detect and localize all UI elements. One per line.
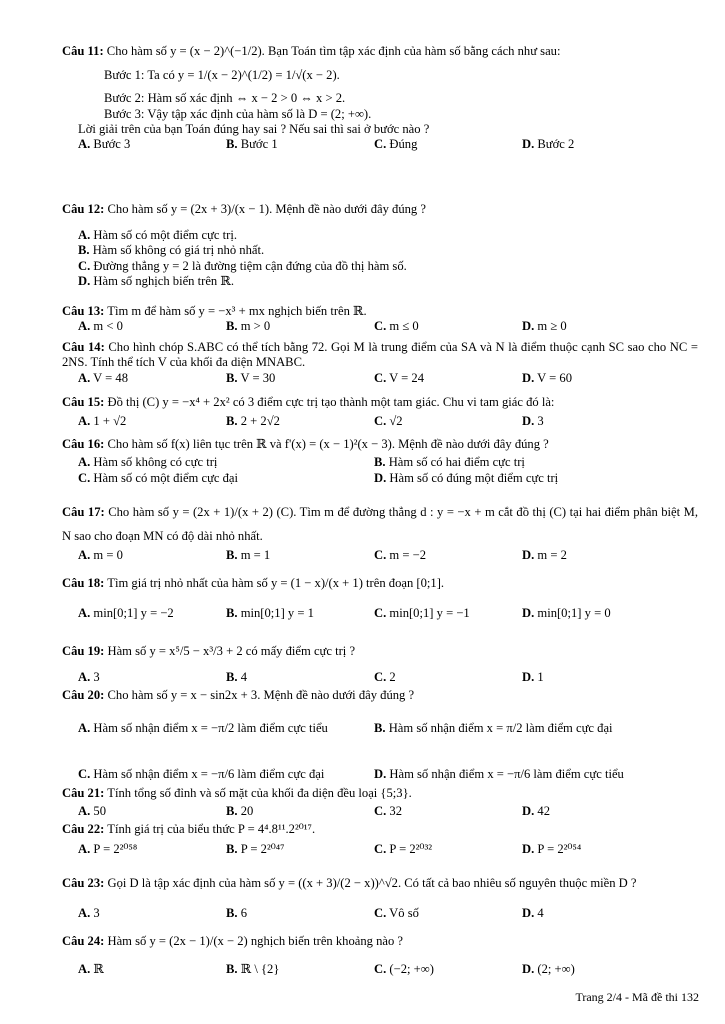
question-21 (62, 786, 698, 820)
option-d[interactable]: D. P = 2²⁰⁵⁴ (522, 842, 582, 857)
option-letter: B. (374, 721, 386, 736)
option-letter: A. (78, 414, 91, 429)
answer-options (62, 371, 698, 386)
option-letter: D. (522, 137, 535, 152)
question-label: Câu 12: (62, 202, 105, 216)
question-label: Câu 20: (62, 688, 105, 702)
question-stem: Hàm số y = x⁵/5 − x³/3 + 2 có mấy điểm cực trị ? (107, 644, 356, 658)
option-letter: D. (522, 548, 535, 562)
question-label: Câu 15: (62, 395, 105, 409)
question-stem: Cho hàm số y = (2x + 3)/(x − 1). Mệnh đề nào dưới đây đúng ? (107, 202, 426, 216)
option-b[interactable]: B. 2 + 2√2 (226, 414, 280, 429)
option-c[interactable]: C. min[0;1] y = −1 (374, 606, 470, 620)
option-letter: B. (226, 606, 238, 620)
option-b[interactable]: B. Hàm số có hai điểm cực trị (374, 455, 525, 470)
option-d[interactable]: D. 4 (522, 906, 544, 920)
answer-options (62, 962, 698, 977)
question-16 (62, 437, 698, 486)
option-c[interactable]: C. V = 24 (374, 370, 425, 385)
option-d[interactable]: D. (2; +∞) (522, 962, 575, 976)
option-letter: A. (78, 804, 91, 819)
option-b[interactable]: B. V = 30 (226, 370, 276, 385)
question-stem: Tính tổng số đỉnh và số mặt của khối đa diện đều loại {5;3}. (107, 786, 412, 800)
option-b[interactable]: B. m > 0 (226, 319, 271, 334)
option-c[interactable]: C. m ≤ 0 (374, 319, 419, 334)
question-17 (62, 500, 698, 563)
option-letter: C. (374, 842, 387, 857)
question-stem: Cho hình chóp S.ABC có thể tích bằng 72. Gọi M là trung điểm của SA và N là điểm thuộc cạnh SC sao cho NC = 2NS. Tính thể tích V của khối đa diện MNABC. (62, 340, 698, 370)
option-letter: C. (374, 906, 387, 920)
option-c[interactable]: C. m = −2 (374, 548, 426, 562)
question-22 (62, 822, 698, 858)
question-24 (62, 930, 698, 977)
question-label: Câu 19: (62, 644, 105, 658)
question-12 (62, 196, 698, 289)
answer-options (62, 842, 698, 857)
option-d[interactable]: D. m ≥ 0 (522, 319, 567, 334)
question-stem: Cho hàm số y = (x − 2)^(−1/2). Bạn Toán tìm tập xác định của hàm số bằng cách như sau: (106, 44, 561, 58)
question-13 (62, 304, 698, 335)
option-letter: A. (78, 455, 91, 470)
option-letter: D. (522, 606, 535, 620)
question-prompt: Lời giải trên của bạn Toán đúng hay sai ? Nếu sai thì sai ở bước nào ? (78, 122, 430, 137)
option-letter: C. (374, 370, 387, 385)
option-letter: A. (78, 606, 91, 620)
option-a[interactable]: A. m = 0 (78, 548, 123, 562)
question-stem: Đồ thị (C) y = −x⁴ + 2x² có 3 điểm cực trị tạo thành một tam giác. Chu vi tam giác đó là: (107, 395, 555, 409)
option-a[interactable]: A. min[0;1] y = −2 (78, 606, 174, 620)
option-letter: D. (522, 414, 535, 429)
option-letter: C. (78, 766, 91, 781)
answer-options (62, 414, 698, 429)
option-b[interactable]: B. P = 2²⁰⁴⁷ (226, 842, 285, 857)
option-letter: D. (522, 906, 535, 920)
option-c[interactable]: C. (−2; +∞) (374, 962, 434, 976)
option-b[interactable]: B. Bước 1 (226, 137, 278, 152)
option-a[interactable]: A. 1 + √2 (78, 414, 127, 429)
answer-options (62, 906, 698, 921)
question-15 (62, 395, 698, 430)
option-letter: A. (78, 548, 91, 562)
option-letter: D. (78, 274, 91, 289)
option-c[interactable]: C. 2 (374, 670, 396, 684)
option-c[interactable]: C. √2 (374, 414, 403, 429)
question-23 (62, 870, 698, 921)
option-b[interactable]: B. ℝ \ {2} (226, 962, 280, 976)
option-c[interactable]: C. Đúng (374, 137, 418, 152)
option-letter: C. (374, 319, 387, 334)
answer-options-row2 (62, 471, 698, 486)
answer-options (62, 606, 698, 621)
option-letter: A. (78, 137, 91, 152)
option-d[interactable]: D. Bước 2 (522, 137, 575, 152)
option-d[interactable]: D. V = 60 (522, 370, 573, 385)
option-letter: C. (374, 670, 387, 684)
option-d[interactable]: D. min[0;1] y = 0 (522, 606, 611, 620)
option-c[interactable]: C. Vô số (374, 906, 419, 920)
option-a[interactable]: A. Bước 3 (78, 137, 131, 152)
option-letter: D. (522, 370, 535, 385)
option-letter: B. (226, 842, 238, 857)
question-label: Câu 14: (62, 340, 105, 354)
option-letter: A. (78, 962, 91, 976)
option-letter: A. (78, 370, 91, 385)
option-letter: C. (374, 962, 387, 976)
option-b[interactable]: B. m = 1 (226, 548, 271, 562)
option-a[interactable]: A. 3 (78, 670, 100, 684)
option-c[interactable]: C. Hàm số nhận điểm x = −π/6 làm điểm cực đại (78, 766, 325, 781)
solution-step-1: Bước 1: Ta có y = 1/(x − 2)^(1/2) = 1/√(x − 2). (104, 68, 340, 82)
question-stem: Cho hàm số f(x) liên tục trên ℝ và f'(x) = (x − 1)²(x − 3). Mệnh đề nào dưới đây đúng ? (107, 437, 549, 451)
option-b[interactable]: B. Hàm số nhận điểm x = π/2 làm điểm cực đại (374, 721, 613, 736)
option-letter: B. (226, 548, 238, 562)
question-stem: Gọi D là tập xác định của hàm số y = ((x + 3)/(2 − x))^√2. Có tất cả bao nhiêu số nguyên thuộc miền D ? (107, 876, 637, 890)
question-label: Câu 16: (62, 437, 105, 451)
option-b[interactable]: B. Hàm số không có giá trị nhỏ nhất. (78, 243, 265, 258)
option-c[interactable]: C. 32 (374, 804, 402, 819)
option-letter: D. (522, 842, 535, 857)
option-letter: B. (226, 962, 238, 976)
question-stem: Tìm m để hàm số y = −x³ + mx nghịch biến trên ℝ. (107, 304, 367, 318)
question-label: Câu 24: (62, 934, 105, 948)
option-d[interactable]: D. Hàm số nghịch biến trên ℝ. (78, 274, 234, 289)
option-a[interactable]: A. ℝ (78, 962, 104, 976)
option-letter: C. (78, 258, 91, 273)
answer-options (62, 548, 698, 563)
option-letter: C. (374, 804, 387, 819)
question-20 (62, 688, 698, 782)
question-label: Câu 18: (62, 576, 105, 590)
question-11 (62, 40, 698, 153)
option-d[interactable]: D. m = 2 (522, 548, 567, 562)
option-letter: C. (374, 606, 387, 620)
question-18 (62, 572, 698, 621)
answer-options (62, 804, 698, 819)
option-c[interactable]: C. P = 2²⁰³² (374, 842, 433, 857)
page-footer: Trang 2/4 - Mã đề thi 132 (575, 990, 699, 1004)
option-c[interactable]: C. Hàm số có một điểm cực đại (78, 470, 239, 485)
option-letter: D. (522, 319, 535, 334)
option-letter: A. (78, 319, 91, 334)
question-stem: Cho hàm số y = x − sin2x + 3. Mệnh đề nào dưới đây đúng ? (107, 688, 415, 702)
option-d[interactable]: D. Hàm số nhận điểm x = −π/6 làm điểm cực tiểu (374, 766, 624, 781)
option-letter: D. (522, 804, 535, 819)
question-label: Câu 17: (62, 505, 105, 519)
question-stem: Hàm số y = (2x − 1)/(x − 2) nghịch biến trên khoảng nào ? (107, 934, 404, 948)
option-letter: A. (78, 670, 91, 684)
option-letter: B. (226, 319, 238, 334)
solution-step-3: Bước 3: Vậy tập xác định của hàm số là D = (2; +∞). (104, 106, 372, 121)
option-letter: B. (226, 670, 238, 684)
option-letter: D. (522, 962, 535, 976)
answer-options-row2 (62, 767, 698, 782)
option-d[interactable]: D. 3 (522, 414, 544, 429)
option-b[interactable]: B. 6 (226, 906, 248, 920)
answer-options (62, 137, 698, 152)
solution-step-2: Bước 2: Hàm số xác định ⇔ x − 2 > 0 ⇔ x > 2. (104, 91, 346, 106)
question-stem: Tìm giá trị nhỏ nhất của hàm số y = (1 − x)/(x + 1) trên đoạn [0;1]. (107, 576, 445, 590)
question-label: Câu 11: (62, 44, 104, 58)
answer-options-row1 (62, 455, 698, 470)
option-letter: D. (374, 470, 387, 485)
option-letter: A. (78, 721, 91, 736)
option-b[interactable]: B. 20 (226, 804, 254, 819)
option-a[interactable]: A. Hàm số không có cực trị (78, 455, 218, 470)
option-letter: C. (374, 137, 387, 152)
option-d[interactable]: D. 42 (522, 804, 550, 819)
option-letter: A. (78, 842, 91, 857)
question-stem: Tính giá trị của biểu thức P = 4⁴.8¹¹.2²⁰¹⁷. (107, 822, 316, 836)
option-letter: C. (374, 414, 387, 429)
question-label: Câu 13: (62, 304, 105, 318)
option-a[interactable]: A. Hàm số có một điểm cực trị. (78, 228, 237, 242)
question-stem: Cho hàm số y = (2x + 1)/(x + 2) (C). Tìm m để đường thẳng d : y = −x + m cắt đồ thị (C) tại hai điểm phân biệt M, N sao cho đoạn MN có độ dài nhỏ nhất. (62, 505, 698, 543)
option-letter: A. (78, 906, 91, 920)
option-letter: D. (374, 766, 387, 781)
question-label: Câu 23: (62, 876, 105, 890)
option-a[interactable]: A. V = 48 (78, 370, 129, 385)
option-letter: A. (78, 228, 91, 242)
question-14 (62, 340, 698, 386)
answer-options (62, 670, 698, 685)
option-letter: C. (374, 548, 387, 562)
option-letter: B. (226, 137, 238, 152)
option-d[interactable]: D. 1 (522, 670, 544, 684)
answer-options (62, 319, 698, 334)
question-19 (62, 640, 698, 685)
option-d[interactable]: D. Hàm số có đúng một điểm cực trị (374, 470, 559, 485)
option-a[interactable]: A. 50 (78, 804, 106, 819)
option-c[interactable]: C. Đường thẳng y = 2 là đường tiệm cận đứng của đồ thị hàm số. (78, 258, 407, 273)
option-letter: B. (226, 804, 238, 819)
option-a[interactable]: A. P = 2²⁰⁵⁸ (78, 842, 138, 857)
option-b[interactable]: B. 4 (226, 670, 248, 684)
option-b[interactable]: B. min[0;1] y = 1 (226, 606, 314, 620)
question-label: Câu 21: (62, 786, 105, 800)
option-a[interactable]: A. 3 (78, 906, 100, 920)
option-a[interactable]: A. Hàm số nhận điểm x = −π/2 làm điểm cực tiểu (78, 721, 328, 736)
answer-options-row1 (62, 721, 698, 736)
option-letter: D. (522, 670, 535, 684)
option-letter: B. (226, 906, 238, 920)
question-label: Câu 22: (62, 822, 105, 836)
option-letter: B. (374, 455, 386, 470)
option-letter: B. (226, 370, 238, 385)
option-letter: B. (226, 414, 238, 429)
option-letter: B. (78, 243, 90, 258)
option-a[interactable]: A. m < 0 (78, 319, 123, 334)
option-letter: C. (78, 470, 91, 485)
